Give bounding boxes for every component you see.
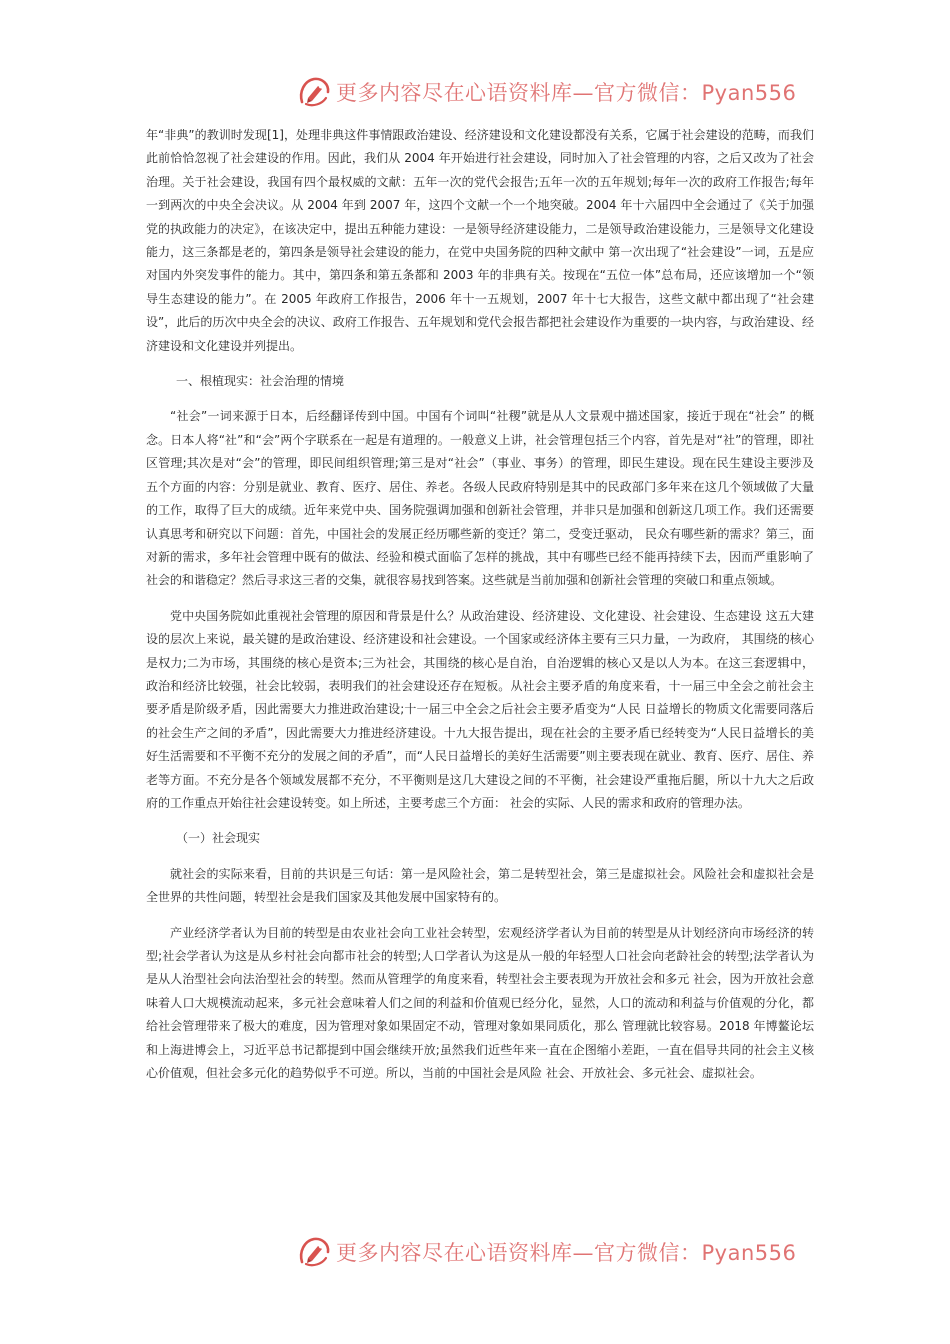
section-heading-1: 一、根植现实：社会治理的情境 [176,374,345,389]
paragraph-intro: 年“非典”的教训时发现[1]，处理非典这件事情跟政治建设、经济建设和文化建设都没有关系，它属于社会建设的范畴，而我们此前恰恰忽视了社会建设的作用。因此，我们从 2004 年开始进行社会建设，同时加入了社会管理的内容，之后又改为了社会治理。关于社会建设，我国有四个最权威的文献：五年一次的党代会报告;五年一次的五年规划;每年一次的政府工作报告;每年一到两次的中央全会决议。从 2004 年到 2007 年，这四个文献一个一个地突破。2004 年十六届四中全会通过了《关于加强党的执政能力的决定》，在该决定中，提出五种能力建设：一是领导经济建设能力，二是领导政治建设能力，三是领导文化建设能力，这三条都是老的，第四条是领导社会建设的能力，在党中央国务院的四种文献中 第一次出现了“社会建设”一词，五是应对国内外突发事件的能力。其中，第四条和第五条都和 2003 年的非典有关。按现在“五位一体”总布局，还应该增加一个“领导生态建设的能力”。在 2005 年政府工作报告，2006 年十一五规划，2007 年十七大报告，这些文献中都出现了“社会建设”，此后的历次中央全会的决议、政府工作报告、五年规划和党代会报告都把社会建设作为重要的一块内容，与政治建设、经济建设和文化建设并列提出。 [146,128,814,353]
brand-logo-icon [296,74,332,110]
paragraph-background: 党中央国务院如此重视社会管理的原因和背景是什么？从政治建设、经济建设、文化建设、社会建设、生态建设 这五大建设的层次上来说，最关键的是政治建设、经济建设和社会建设。一个国家或经济体主要有三只力量，一为政府， 其围绕的核心是权力;二为市场，其围绕的核心是资本;三为社会，其围绕的核心是自治，自治逻辑的核心又是以人为本。在这三套逻辑中，政治和经济比较强，社会比较弱，表明我们的社会建设还存在短板。从社会主要矛盾的角度来看，十一届三中全会之前社会主要矛盾是阶级矛盾，因此需要大力推进政治建设;十一届三中全会之后社会主要矛盾变为“人民 日益增长的物质文化需要同落后的社会生产之间的矛盾”，因此需要大力推进经济建设。十九大报告提出，现在社会的主要矛盾已经转变为“人民日益增长的美好生活需要和不平衡不充分的发展之间的矛盾”，而“人民日益增长的美好生活需要”则主要表现在就业、教育、医疗、居住、养老等方面。不充分是各个领域发展都不充分，不平衡则是这几大建设之间的不平衡，社会建设严重拖后腿，所以十九大之后政府的工作重点开始往社会建设转变。如上所述，主要考虑三个方面： 社会的实际、人民的需求和政府的管理办法。 [146,608,814,810]
document-body [146,124,814,1085]
paragraph-social-reality: 就社会的实际来看，目前的共识是三句话：第一是风险社会，第二是转型社会，第三是虚拟社会。风险社会和虚拟社会是全世界的共性问题，转型社会是我们国家及其他发展中国家特有的。 [146,866,814,905]
paragraph-transition: 产业经济学者认为目前的转型是由农业社会向工业社会转型，宏观经济学者认为目前的转型是从计划经济向市场经济的转型;社会学者认为这是从乡村社会向都市社会的转型;人口学者认为这是从一般的年轻型人口社会向老龄社会的转型;法学者认为是从人治型社会向法治型社会的转型。然而从管理学的角度来看，转型社会主要表现为开放社会和多元 社会，因为开放社会意味着人口大规模流动起来，多元社会意味着人们之间的利益和价值观已经分化，显然，人口的流动和利益与价值观的分化，都给社会管理带来了极大的难度，因为管理对象如果固定不动，管理对象如果同质化，那么 管理就比较容易。2018 年博鳌论坛和上海进博会上，习近平总书记都提到中国会继续开放;虽然我们近些年来一直在企图缩小差距，一直在倡导共同的社会主义核心价值观，但社会多元化的趋势似乎不可逆。所以，当前的中国社会是风险 社会、开放社会、多元社会、虚拟社会。 [146,925,814,1081]
watermark-text: 更多内容尽在心语资料库—官方微信：Pyan556 [336,81,797,105]
subsection-heading-1: （一）社会现实 [176,831,261,846]
watermark-banner-bottom [296,1232,796,1272]
brand-logo-icon [296,1234,332,1270]
watermark-text: 更多内容尽在心语资料库—官方微信：Pyan556 [336,1241,797,1265]
watermark-banner-top [296,72,796,112]
paragraph-society-origin: “社会”一词来源于日本，后经翻译传到中国。中国有个词叫“社稷”就是从人文景观中描述国家，接近于现在“社会” 的概念。日本人将“社”和“会”两个字联系在一起是有道理的。一般意义上讲，社会管理包括三个内容，首先是对“社”的管理，即社区管理;其次是对“会”的管理，即民间组织管理;第三是对“社会”（事业、事务）的管理，即民生建设。现在民生建设主要涉及五个方面的内容：分别是就业、教育、医疗、居住、养老。各级人民政府特别是其中的民政部门多年来在这几个领域做了大量的工作，取得了巨大的成绩。近年来党中央、国务院强调加强和创新社会管理，并非只是加强和创新这几项工作。我们还需要认真思考和研究以下问题：首先，中国社会的发展正经历哪些新的变迁？第二，受变迁驱动， 民众有哪些新的需求？第三，面对新的需求，多年社会管理中既有的做法、经验和模式面临了怎样的挑战，其中有哪些已经不能再持续下去，因而严重影响了社会的和谐稳定？然后寻求这三者的交集，就很容易找到答案。这些就是当前加强和创新社会管理的突破口和重点领域。 [146,409,814,588]
